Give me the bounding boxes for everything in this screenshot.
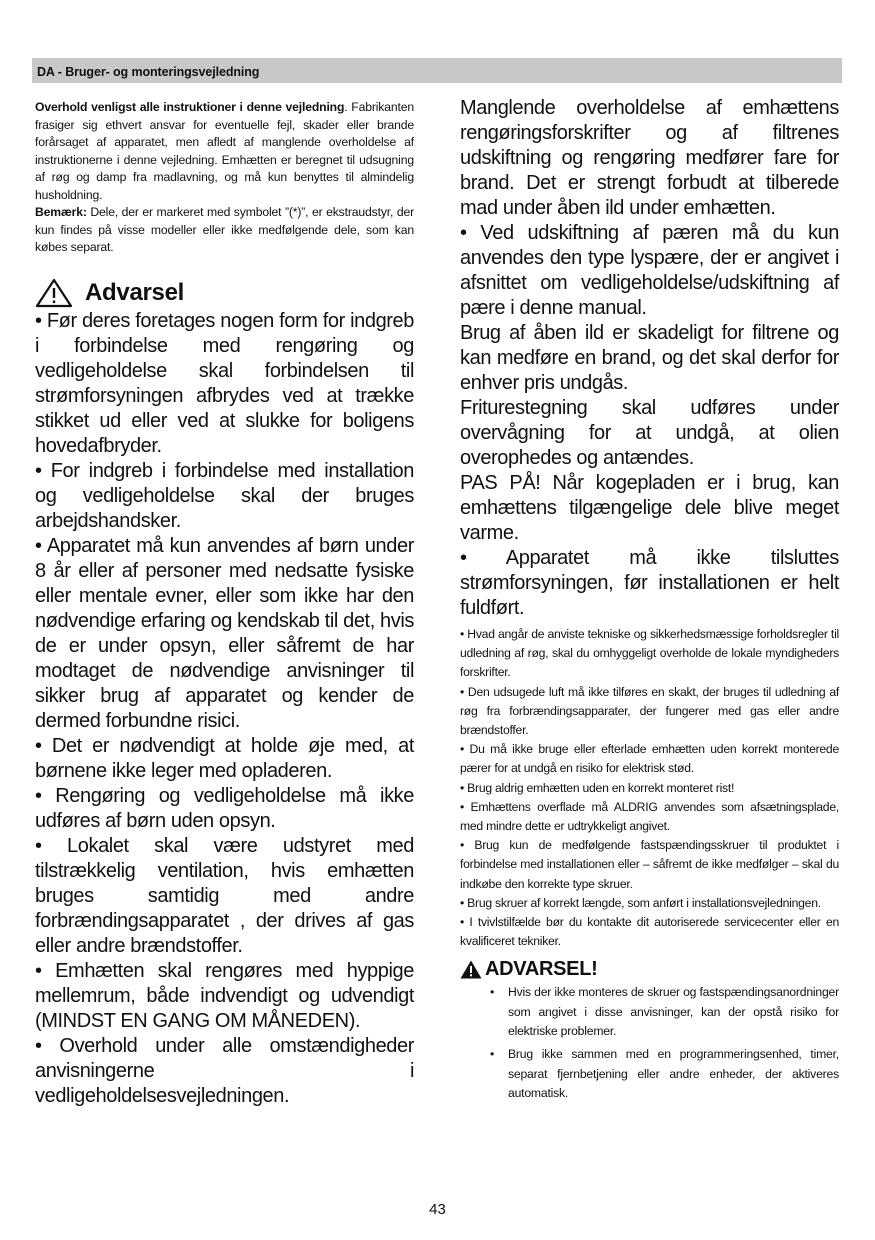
warning-paragraph: • Apparatet må ikke tilsluttes strømforsyningen, før installationen er helt fuldført. <box>460 547 839 619</box>
left-column <box>35 96 414 1109</box>
warning-heading <box>35 277 414 309</box>
warning-paragraph: • Emhætten skal rengøres med hyppige mellemrum, både indvendigt og udvendigt (MINDST EN GANG OM MÅNEDEN). <box>35 959 414 1032</box>
intro-bold-lead: Overhold venligst alle instruktioner i denne vejledning <box>35 100 345 114</box>
safety-note: • Den udsugede luft må ikke tilføres en skakt, der bruges til udledning af røg fra forbrændingsapparater, der fungerer med gas eller andre brændstoffer. <box>460 684 839 738</box>
intro-text: . Fabrikanten frasiger sig ethvert ansvar for eventuelle fejl, skader eller brande forårsaget af apparatet, men afledt af manglende overholdelse af instruktionerne i denne vejledning. Emhætten er beregnet til udsugning af røg og damp fra madlavning, og må kun benyttes til almindelig husholdning. <box>35 100 414 202</box>
warning-paragraph: Friturestegning skal udføres under overvågning for at undgå, at olien overophedes og antændes. <box>460 397 839 469</box>
safety-note: • Brug skruer af korrekt længde, som anført i installationsvejledningen. <box>460 895 821 910</box>
warning-paragraph: • Det er nødvendigt at holde øje med, at børnene ikke leger med opladeren. <box>35 734 414 782</box>
bullet: • <box>490 1047 495 1062</box>
warning-title: Advarsel <box>85 278 184 306</box>
list-item <box>460 1045 839 1103</box>
note-paragraph <box>35 204 414 257</box>
safety-note: • I tvivlstilfælde bør du kontakte dit autoriserede servicecenter eller en kvalificeret tekniker. <box>460 915 839 949</box>
warning-paragraph: • Apparatet må kun anvendes af børn under 8 år eller af personer med nedsatte fysiske eller mentale evner, eller som ikke har den nødvendige erfaring og kendskab til det, hvis de er under opsyn, eller såfremt de har modtaget de nødvendige anvisninger til sikker brug af apparatet og kender de dermed forbundne risici. <box>35 534 414 732</box>
advarsel-list <box>460 983 839 1103</box>
intro-paragraph <box>35 99 414 204</box>
right-column <box>460 96 839 1107</box>
warning-filled-triangle-icon <box>460 960 482 984</box>
warning-paragraph: • Overhold under alle omstændigheder anvisningerne i vedligeholdelsesvejledningen. <box>35 1034 414 1107</box>
list-item-text: Brug ikke sammen med en programmeringsenhed, timer, separat fjernbetjening eller andre enheder, der aktiveres automatisk. <box>508 1047 839 1100</box>
warning-paragraph: • Før deres foretages nogen form for indgreb i forbindelse med rengøring og vedligeholdelse skal forbindelsen til strømforsyningen afbrydes ved at trække stikket ud eller ved at slukke for boligens hovedafbryder. <box>35 309 414 457</box>
safety-note: • Brug kun de medfølgende fastspændingsskruer til produktet i forbindelse med installationen eller – såfremt de ikke medfølger – skal du indkøbe den korrekte type skruer. <box>460 838 839 891</box>
bullet: • <box>490 985 495 1000</box>
warning-right-text <box>460 96 839 621</box>
list-item <box>460 983 839 1041</box>
section-header-bar <box>32 58 842 83</box>
list-item-text: Hvis der ikke monteres de skruer og fastspændingsanordninger som angivet i disse anvisninger, kan der opstå risiko for elektriske problemer. <box>508 985 839 1039</box>
warning-paragraph: • Lokalet skal være udstyret med tilstrækkelig ventilation, hvis emhætten bruges samtidig med andre forbrændingsapparatet , der drives af gas eller andre brændstoffer. <box>35 834 414 957</box>
intro-block <box>35 99 414 257</box>
warning-paragraph: Manglende overholdelse af emhættens rengøringsforskrifter og af filtrenes udskiftning og rengøring medfører fare for brand. Det er strengt forbudt at tilberede mad under åben ild under emhætten. <box>460 97 839 219</box>
warning-left-text <box>35 309 414 1109</box>
safety-note: • Du må ikke bruge eller efterlade emhætten uden korrekt monterede pærer for at undgå en risiko for elektrisk stød. <box>460 742 839 776</box>
advarsel-title: ADVARSEL! <box>485 958 598 981</box>
safety-note: • Hvad angår de anviste tekniske og sikkerhedsmæssige forholdsregler til udledning af røg, skal du omhyggeligt overholde de lokale myndigheders forskrifter. <box>460 627 839 680</box>
warning-paragraph: PAS PÅ! Når kogepladen er i brug, kan emhættens tilgængelige dele blive meget varme. <box>460 472 839 544</box>
safety-note: • Brug aldrig emhætten uden en korrekt monteret rist! <box>460 780 735 795</box>
warning-paragraph: • Ved udskiftning af pæren må du kun anvendes den type lyspære, der er angivet i afsnittet om vedligeholdelse/udskiftning af pære i denne manual. <box>460 222 839 319</box>
warning-paragraph: Brug af åben ild er skadeligt for filtrene og kan medføre en brand, og det skal derfor for enhver pris undgås. <box>460 322 839 394</box>
note-label: Bemærk: <box>35 205 87 219</box>
note-text: Dele, der er markeret med symbolet ”(*)”, er ekstraudstyr, der kun findes på visse modeller eller ikke medfølgende dele, som kan købes separat. <box>35 205 414 254</box>
page-number: 43 <box>429 1201 446 1218</box>
safety-note: • Emhættens overflade må ALDRIG anvendes som afsætningsplade, med mindre dette er udtrykkeligt angivet. <box>460 799 839 834</box>
section-header-title: DA - Bruger- og monteringsvejledning <box>37 65 260 79</box>
advarsel-heading <box>460 957 839 983</box>
warning-triangle-icon <box>35 278 73 313</box>
warning-paragraph: • Rengøring og vedligeholdelse må ikke udføres af børn uden opsyn. <box>35 784 414 832</box>
safety-notes <box>460 625 839 951</box>
warning-paragraph: • For indgreb i forbindelse med installation og vedligeholdelse skal der bruges arbejdshandsker. <box>35 459 414 532</box>
